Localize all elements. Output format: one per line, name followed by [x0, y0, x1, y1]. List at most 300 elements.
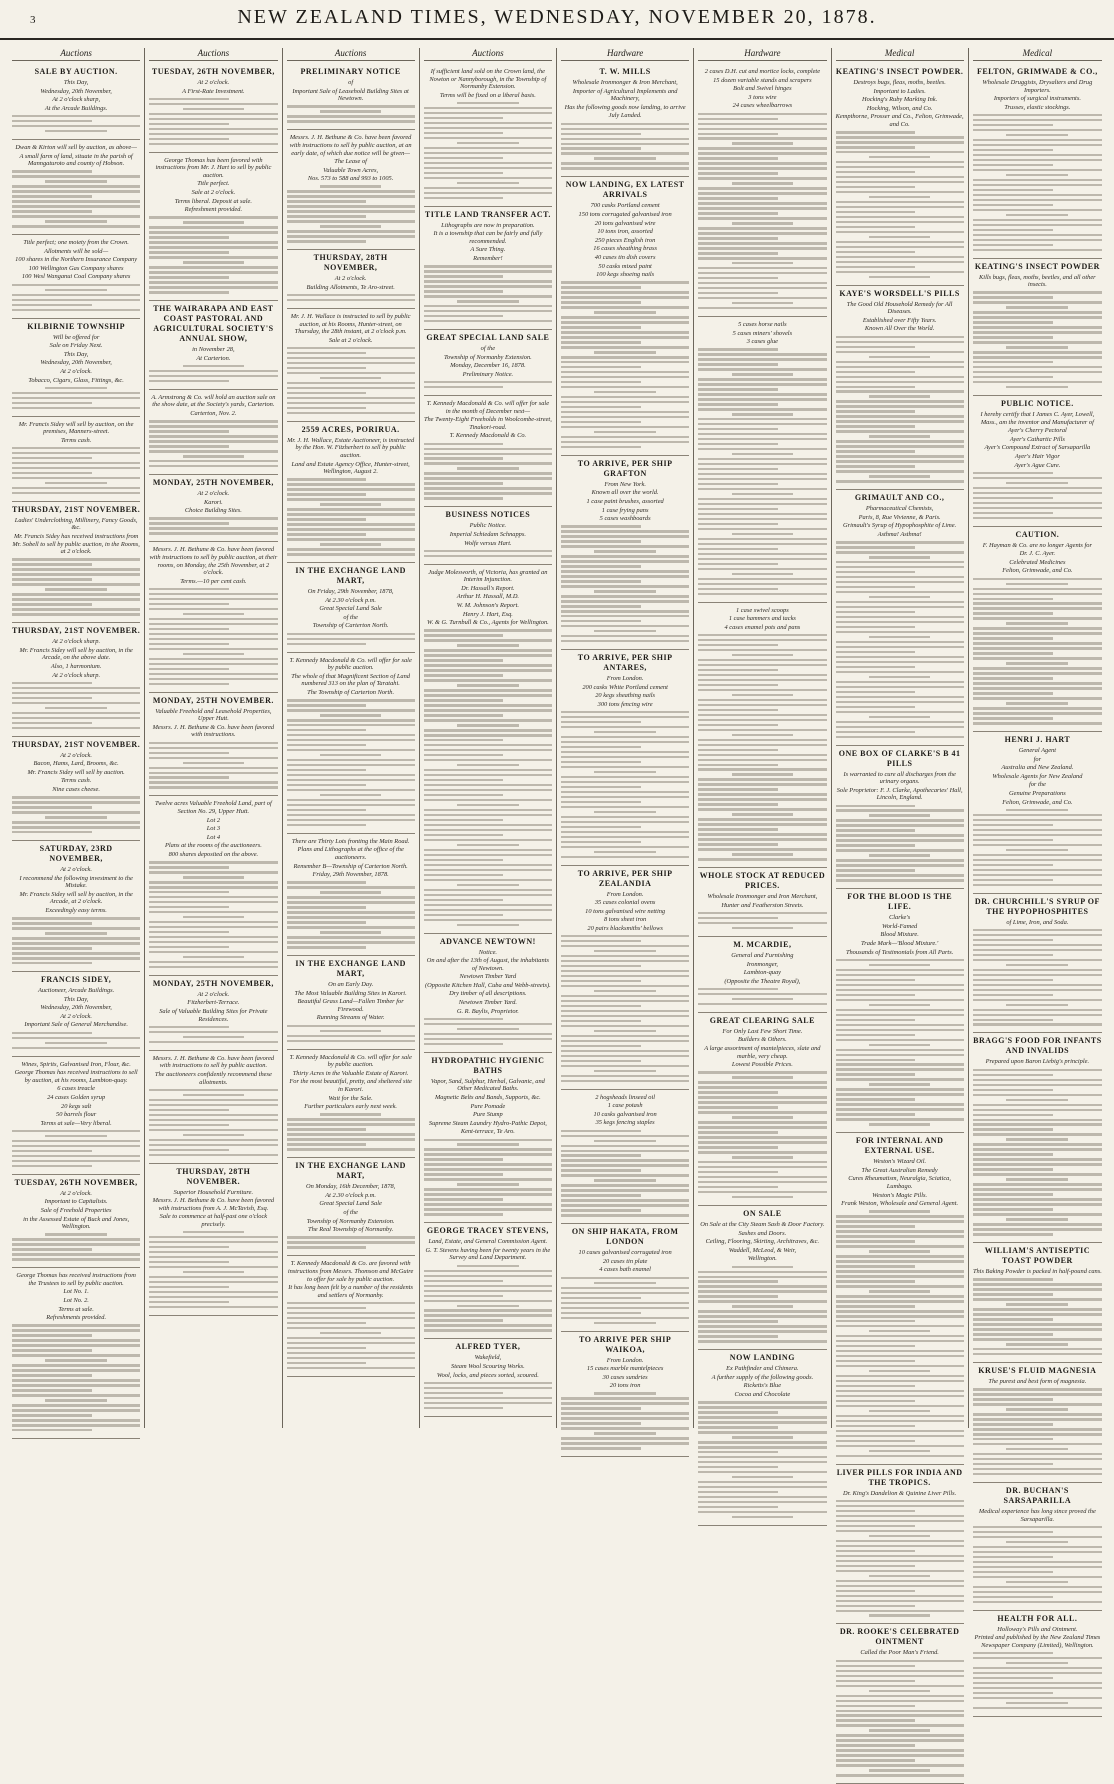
text-line: [698, 408, 826, 410]
text-line: [698, 744, 826, 746]
text-line: [973, 1019, 1053, 1021]
text-line: [561, 1194, 641, 1196]
text-line: [1006, 386, 1068, 388]
text-line: [12, 1344, 140, 1346]
text-line: [732, 734, 794, 736]
text-line: [424, 386, 504, 388]
text-line: [973, 593, 1102, 595]
advertisement-line: 15 cases marble mantelpieces: [586, 1365, 664, 1373]
advertisement-line: At 2 o'clock.: [60, 367, 92, 375]
advertisement-line: This Baking Powder is packed in half-pound cans.: [972, 1268, 1102, 1276]
advertisement: [149, 693, 277, 797]
advertisement-line: T. Kennedy Macdonald & Co. will offer for sale in the month of December next—: [426, 399, 550, 415]
text-line: [973, 607, 1102, 609]
advertisement-line: At 2 o'clock.: [197, 990, 230, 998]
text-line: [457, 1305, 519, 1307]
newspaper-columns: [8, 48, 1106, 1657]
text-line: [836, 959, 964, 961]
advertisement-line: Wool, locks, and pieces sorted, scoured.: [436, 1371, 539, 1379]
text-line: [836, 736, 964, 738]
text-line: [424, 305, 552, 307]
advertisement-body: [836, 301, 964, 483]
text-line: [457, 102, 519, 104]
text-line: [1006, 174, 1068, 176]
text-line: [698, 783, 826, 785]
advertisement-body: [12, 334, 140, 409]
text-line: [836, 141, 964, 143]
text-line: [561, 1214, 689, 1216]
text-line: [973, 707, 1102, 709]
text-line: [836, 1078, 964, 1080]
text-line: [869, 636, 931, 638]
advertisement-heading: T. W. MILLS: [599, 67, 651, 76]
advertisement-body: [287, 79, 415, 123]
text-line: [149, 1114, 277, 1116]
text-line: [12, 922, 92, 924]
text-line: [287, 724, 415, 726]
text-line: [12, 1409, 140, 1411]
text-line: [287, 1327, 415, 1329]
advertisement-line: 50 casks mixed paint: [598, 262, 652, 270]
text-line: [287, 1367, 415, 1369]
text-line: [973, 199, 1102, 201]
text-line: [561, 960, 689, 962]
advertisement-line: Importer of Agricultural Implements and Machinery,: [572, 87, 678, 103]
small-print-text-block: [973, 1388, 1102, 1475]
text-line: [973, 1153, 1053, 1155]
advertisement-body: [149, 800, 277, 968]
advertisement-line: 35 kegs fencing staples: [595, 1119, 655, 1127]
text-line: [149, 1124, 229, 1126]
advertisement-line: in November 28,: [192, 346, 235, 354]
text-line: [973, 472, 1053, 474]
advertisement-body: [973, 411, 1102, 519]
advertisement: [973, 64, 1102, 259]
text-line: [149, 271, 277, 273]
advertisement-line: 3 tons wire: [748, 93, 777, 101]
advertisement-heading: HEALTH FOR ALL.: [997, 1613, 1078, 1623]
advertisement-body: [287, 657, 415, 827]
advertisement-line: Township of Carterton North.: [312, 622, 389, 630]
text-line: [973, 1536, 1102, 1538]
text-line: [836, 1098, 916, 1100]
advertisement-line: Township of Normanby Extension.: [443, 353, 532, 361]
text-line: [836, 994, 916, 996]
text-line: [869, 1290, 931, 1292]
small-print-text-block: [836, 805, 964, 882]
advertisement-heading: BRAGG'S FOOD FOR INFANTS AND INVALIDS: [973, 1036, 1102, 1056]
text-line: [12, 205, 140, 207]
small-print-text-block: [424, 381, 552, 388]
text-line: [561, 836, 689, 838]
small-print-text-block: [287, 294, 415, 301]
text-line: [698, 1295, 778, 1297]
advertisement-body: [287, 134, 415, 242]
text-line: [149, 246, 277, 248]
text-line: [973, 371, 1102, 373]
text-line: [836, 1335, 964, 1337]
text-line: [973, 1213, 1102, 1215]
advertisement-line: Terms at sale.: [58, 1305, 94, 1313]
text-line: [973, 692, 1053, 694]
text-line: [149, 113, 277, 115]
text-line: [149, 861, 277, 863]
text-line: [424, 784, 552, 786]
text-line: [149, 1236, 277, 1238]
text-line: [457, 1183, 519, 1185]
advertisement-line: The Real Township of Normanby.: [308, 1226, 394, 1234]
text-line: [698, 1466, 778, 1468]
text-line: [320, 503, 382, 505]
text-line: [424, 1329, 552, 1331]
text-line: [424, 719, 552, 721]
text-line: [12, 957, 140, 959]
text-line: [561, 1287, 689, 1289]
text-line: [698, 227, 826, 229]
advertisement-line: T. Kennedy Macdonald & Co.: [449, 432, 527, 440]
text-line: [973, 598, 1053, 600]
text-line: [973, 1119, 1102, 1121]
advertisement-line: Prepared upon Baron Liebig's principle.: [985, 1058, 1090, 1066]
text-line: [424, 117, 504, 119]
text-line: [424, 192, 552, 194]
text-line: [836, 1580, 964, 1582]
text-line: [973, 341, 1102, 343]
text-line: [698, 363, 778, 365]
text-line: [149, 593, 277, 595]
column-2: [145, 48, 282, 1428]
advertisement-line: Vapor, Sand, Sulphur, Herbal, Galvanic, and Other Medicated Baths.: [430, 1077, 545, 1093]
advertisement-line: Thirty Acres in the Valuable Estate of Karori.: [292, 1069, 409, 1077]
text-line: [561, 605, 641, 607]
text-line: [698, 768, 826, 770]
text-line: [698, 468, 778, 470]
text-line: [149, 517, 277, 519]
text-line: [698, 197, 778, 199]
text-line: [836, 1570, 964, 1572]
text-line: [424, 197, 504, 199]
text-line: [183, 1134, 245, 1136]
text-line: [698, 1151, 826, 1153]
text-line: [836, 864, 964, 866]
text-line: [836, 1515, 964, 1517]
text-line: [457, 684, 519, 686]
text-line: [836, 1665, 916, 1667]
advertisement-line: 100 kegs shoeing nails: [596, 271, 655, 279]
text-line: [836, 581, 964, 583]
advertisement-line: Sale at 2 o'clock.: [191, 189, 236, 196]
text-line: [149, 866, 229, 868]
advertisement-line: 20 kegs sheathing nails: [595, 692, 656, 700]
text-line: [424, 1402, 552, 1404]
text-line: [149, 608, 277, 610]
advertisement-line: Twelve acres Valuable Freehold Land, part of Section No. 29, Upper Hutt.: [155, 800, 272, 816]
advertisement-body: [12, 421, 140, 495]
text-line: [698, 192, 826, 194]
text-line: [732, 773, 794, 775]
text-line: [287, 1302, 415, 1304]
text-line: [424, 1285, 552, 1287]
text-line: [12, 447, 140, 449]
advertisement-line: T. Kennedy Macdonald & Co. will offer for sale by public auction.: [289, 656, 412, 672]
advertisement-line: 1 case paint brushes, assorted: [586, 498, 664, 505]
advertisement-line: Lot 2: [206, 816, 221, 824]
text-line: [12, 210, 92, 212]
text-line: [594, 630, 656, 632]
advertisement-body: [149, 490, 277, 535]
text-line: [561, 756, 689, 758]
text-line: [12, 1160, 140, 1162]
text-line: [973, 884, 1102, 886]
advertisement-heading: FELTON, GRIMWADE & CO.,: [976, 67, 1098, 76]
text-line: [594, 731, 656, 733]
advertisement-heading: THURSDAY, 21ST NOVEMBER.: [12, 739, 141, 749]
text-line: [561, 751, 689, 753]
text-line: [698, 679, 826, 681]
small-print-text-block: [287, 633, 415, 645]
advertisement: [424, 396, 552, 507]
text-line: [836, 819, 964, 821]
text-line: [424, 1392, 504, 1394]
advertisement-line: Known All Over the World.: [864, 325, 935, 333]
text-line: [12, 487, 140, 489]
advertisement-body: [973, 1378, 1102, 1475]
text-line: [12, 1379, 140, 1381]
text-line: [698, 558, 826, 560]
text-line: [149, 668, 229, 670]
text-line: [836, 415, 964, 417]
text-line: [1006, 1541, 1068, 1543]
text-line: [561, 346, 689, 348]
text-line: [836, 621, 964, 623]
text-line: [424, 819, 504, 821]
text-line: [561, 781, 689, 783]
advertisement: [424, 1053, 552, 1224]
text-line: [561, 640, 689, 642]
text-line: [973, 209, 1102, 211]
text-line: [698, 1506, 778, 1508]
text-line: [973, 949, 1102, 951]
small-print-text-block: [973, 1278, 1102, 1355]
text-line: [698, 669, 778, 671]
text-line: [149, 618, 277, 620]
text-line: [1006, 809, 1068, 811]
small-print-text-block: [287, 1236, 415, 1248]
advertisement-line: Wholesale Ironmonger & Iron Merchant,: [572, 79, 678, 86]
text-line: [287, 294, 415, 296]
text-line: [973, 1183, 1102, 1185]
advertisement-heading: M. MCARDIE,: [733, 939, 792, 949]
text-line: [973, 1652, 1053, 1654]
text-line: [149, 941, 277, 943]
advertisement-heading: THURSDAY, 28TH NOVEMBER,: [313, 253, 388, 273]
text-line: [869, 1083, 931, 1085]
text-line: [12, 294, 140, 296]
text-line: [561, 1035, 689, 1037]
text-line: [698, 1141, 826, 1143]
text-line: [698, 498, 826, 500]
small-print-text-block: [698, 912, 826, 929]
text-line: [424, 167, 552, 169]
advertisement: [12, 623, 140, 736]
text-line: [45, 130, 107, 132]
text-line: [287, 195, 415, 197]
advertisement: [149, 796, 277, 975]
small-print-text-block: [561, 281, 689, 448]
text-line: [973, 1473, 1102, 1475]
advertisement: [561, 456, 689, 650]
text-line: [836, 869, 916, 871]
text-line: [836, 611, 916, 613]
text-line: [698, 368, 826, 370]
text-line: [973, 1591, 1102, 1593]
advertisement-line: 150 tons corrugated galvanised iron: [578, 211, 672, 218]
text-line: [973, 376, 1053, 378]
text-line: [424, 879, 552, 881]
text-line: [561, 371, 689, 373]
text-line: [836, 721, 964, 723]
advertisement-line: 50 barrels flour: [56, 1111, 97, 1119]
text-line: [561, 716, 689, 718]
text-line: [12, 1140, 140, 1142]
advertisement-heading: TO ARRIVE, PER SHIP GRAFTON: [577, 458, 673, 478]
text-line: [836, 1108, 964, 1110]
advertisement-heading: PRELIMINARY NOTICE: [300, 67, 401, 76]
text-line: [149, 1149, 229, 1151]
small-print-text-block: [973, 291, 1102, 388]
text-line: [973, 1601, 1102, 1603]
text-line: [149, 266, 277, 268]
advertisement-line: Kills bugs, fleas, moths, beetles, and all other insects.: [979, 273, 1096, 289]
text-line: [424, 1275, 552, 1277]
text-line: [424, 744, 552, 746]
small-print-text-block: [836, 336, 964, 483]
text-line: [698, 912, 826, 914]
text-line: [698, 513, 826, 515]
text-line: [149, 291, 229, 293]
text-line: [836, 711, 964, 713]
text-line: [424, 794, 504, 796]
advertisement-line: The whole of that Magnificent Section of Land numbered 313 on the plan of Taratahi.: [291, 672, 410, 688]
text-line: [12, 687, 140, 689]
advertisement-line: This Day,: [63, 350, 89, 358]
advertisement-line: 8 tons sheet iron: [604, 916, 647, 924]
small-print-text-block: [973, 114, 1102, 251]
text-line: [561, 441, 689, 443]
small-print-text-block: [698, 1401, 826, 1518]
text-line: [698, 287, 826, 289]
advertisement-line: (Opposite the Theatre Royal),: [724, 977, 801, 985]
advertisement-line: Preliminary Notice.: [462, 370, 514, 378]
text-line: [561, 761, 641, 763]
text-line: [836, 1315, 964, 1317]
advertisement-line: Important Sale of Leasehold Building Sites at Newtown.: [292, 87, 409, 103]
text-line: [149, 1089, 277, 1091]
advertisement-line: Printed and published by the New Zealand Times Newspaper Company (Limited), Wellington.: [974, 1634, 1101, 1649]
text-line: [457, 844, 519, 846]
text-line: [424, 555, 552, 557]
advertisement: [287, 563, 415, 653]
text-line: [287, 299, 415, 301]
text-line: [836, 1675, 964, 1677]
text-line: [698, 1146, 778, 1148]
text-line: [287, 809, 367, 811]
text-line: [287, 1148, 415, 1150]
text-line: [869, 1410, 931, 1412]
text-line: [561, 940, 641, 942]
text-line: [287, 357, 415, 359]
advertisement-line: Terms at sale—Very liberal.: [40, 1119, 112, 1127]
advertisement-line: Lot 3: [206, 825, 221, 833]
text-line: [973, 1278, 1053, 1280]
text-line: [698, 252, 778, 254]
text-line: [149, 633, 277, 635]
small-print-text-block: [287, 347, 415, 414]
text-line: [698, 1121, 826, 1123]
text-line: [698, 634, 826, 636]
text-line: [149, 460, 277, 462]
advertisement-line: Tobacco, Cigars, Glass, Fittings, &c.: [28, 376, 124, 384]
advertisement-line: Land and Estate Agency Office, Hunter-street, Wellington, August 2.: [291, 460, 410, 476]
text-line: [561, 620, 641, 622]
text-line: [149, 747, 277, 749]
advertisement-line: At the Arcade Buildings.: [44, 104, 108, 112]
text-line: [698, 764, 778, 766]
text-line: [12, 1253, 140, 1255]
text-line: [287, 734, 415, 736]
text-line: [732, 1196, 794, 1198]
text-line: [561, 1397, 689, 1399]
advertisement-line: Hocking's Ruby Marking Ink.: [862, 96, 938, 104]
advertisement-line: Kempthorne, Prosser and Co., Felton, Grimwade, and Co.: [835, 113, 964, 128]
text-line: [424, 919, 552, 921]
advertisement: [12, 1175, 140, 1268]
text-line: [561, 776, 689, 778]
text-line: [698, 123, 826, 125]
advertisement-line: 4 cases bath enamel: [599, 1266, 651, 1274]
advertisement-line: Cures Rheumatism, Neuralgia, Sciatica, Lumbago.: [848, 1175, 951, 1191]
text-line: [836, 1680, 916, 1682]
advertisement-line: Established over Fifty Years.: [862, 316, 937, 324]
text-line: [149, 370, 277, 372]
text-line: [698, 202, 826, 204]
text-line: [836, 1039, 964, 1041]
text-line: [836, 859, 964, 861]
advertisement-line: Celebrated Medicines: [1009, 558, 1066, 566]
text-line: [594, 431, 656, 433]
small-print-text-block: [149, 517, 277, 534]
text-line: [149, 1241, 277, 1243]
advertisement-line: Wednesday, 20th November,: [40, 1004, 112, 1012]
advertisement: [973, 259, 1102, 396]
text-line: [973, 717, 1053, 719]
text-line: [973, 189, 1053, 191]
text-line: [869, 556, 931, 558]
text-line: [45, 816, 107, 818]
text-line: [732, 853, 794, 855]
column-header: Auctions: [287, 48, 415, 61]
text-line: [12, 1429, 92, 1431]
text-line: [973, 1561, 1102, 1563]
advertisement-heading: KILBIRNIE TOWNSHIP: [27, 321, 126, 331]
text-line: [973, 331, 1102, 333]
text-line: [149, 1296, 277, 1298]
text-line: [594, 351, 656, 353]
text-line: [973, 819, 1102, 821]
text-line: [973, 934, 1102, 936]
text-line: [12, 717, 140, 719]
text-line: [149, 776, 229, 778]
